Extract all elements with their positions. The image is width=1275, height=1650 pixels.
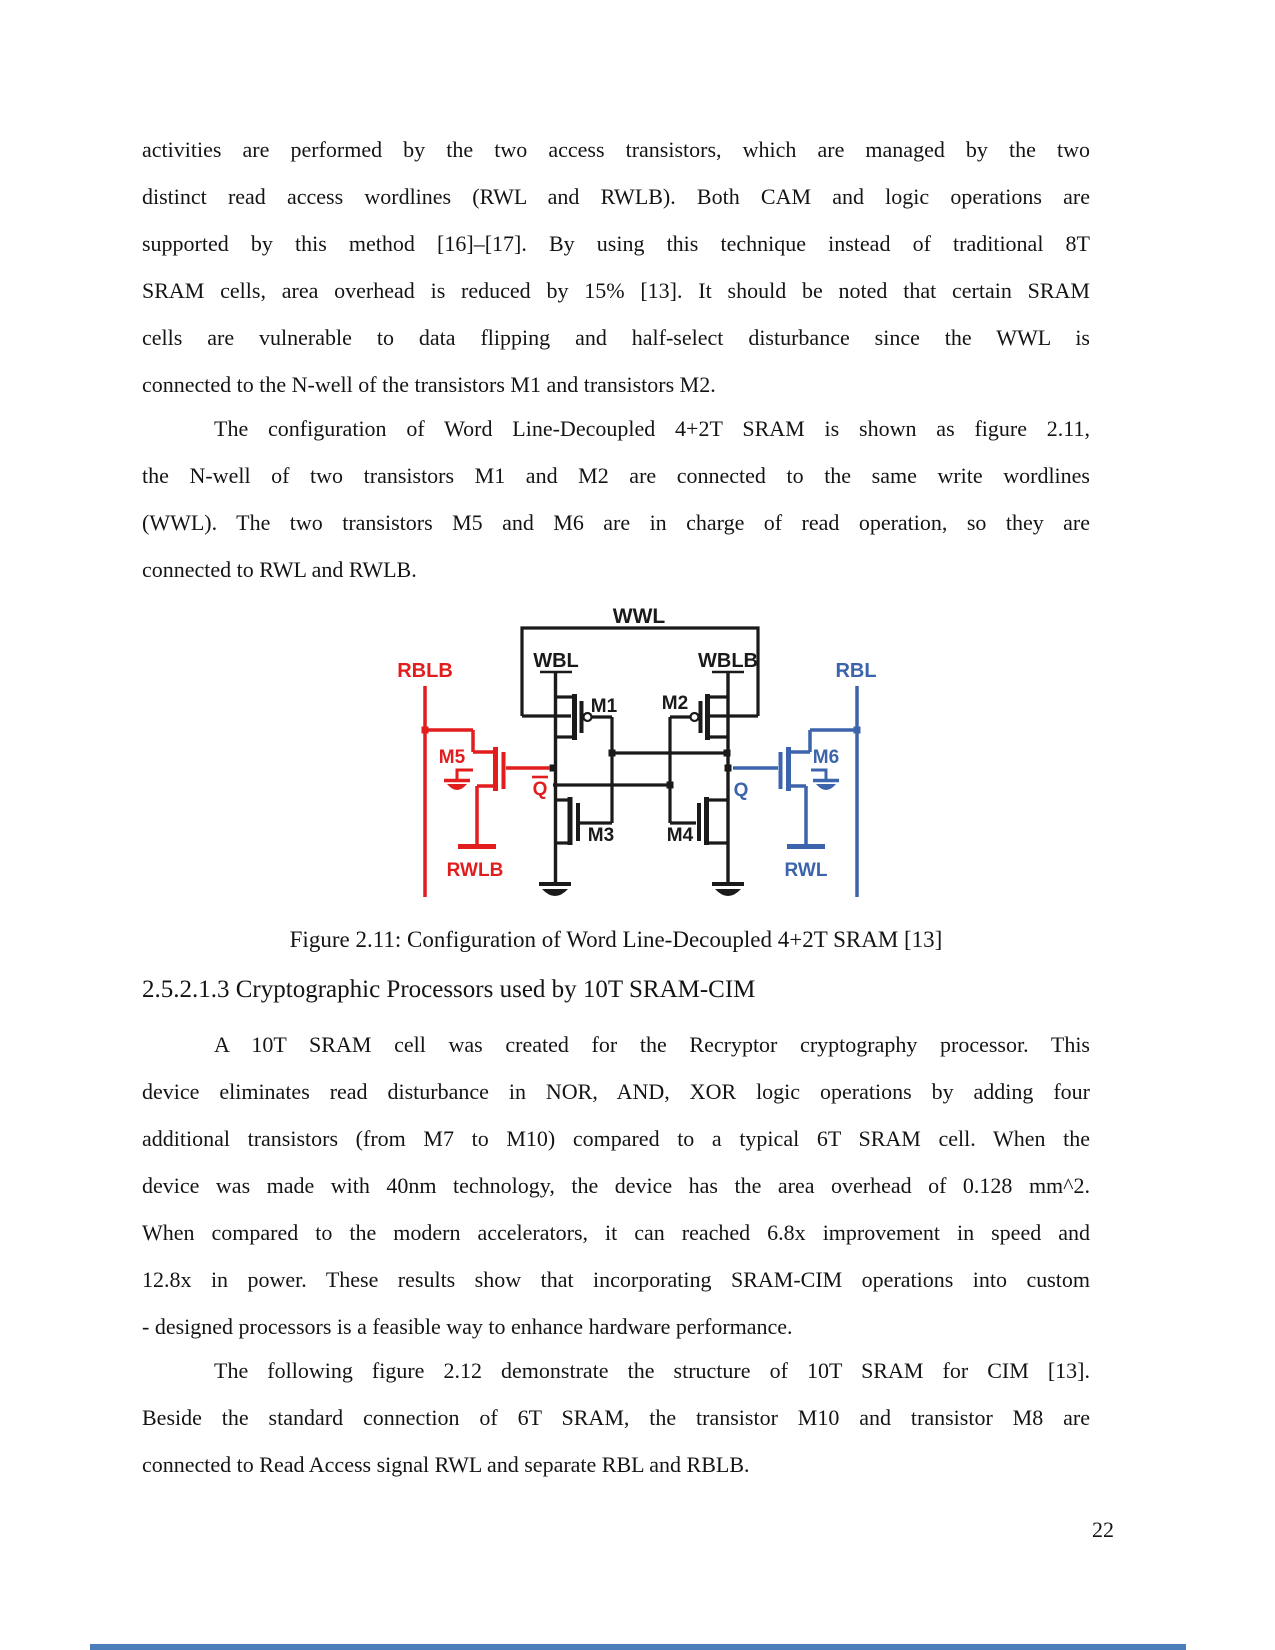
- ground-symbol-right: [712, 884, 744, 896]
- ground-symbol-m6: [816, 784, 836, 790]
- ground-symbol-left: [539, 884, 571, 896]
- sram-circuit-diagram: [380, 575, 880, 905]
- text-line: A 10T SRAM cell was created for the Recryptor cryptography processor. This: [214, 1032, 1090, 1057]
- text-line: device eliminates read disturbance in NOR, AND, XOR logic operations by adding four: [142, 1079, 1090, 1104]
- label-wblb: WBLB: [698, 650, 758, 672]
- paragraph-3: [142, 1021, 1090, 1350]
- text-line: When compared to the modern accelerators, it can reached 6.8x improvement in speed and: [142, 1220, 1090, 1245]
- label-m6: M6: [812, 747, 840, 768]
- label-q-bar: Q: [532, 779, 548, 800]
- bitline-wires: [540, 672, 744, 883]
- text-line: - designed processors is a feasible way to enhance hardware performance.: [142, 1314, 793, 1339]
- ground-symbol-m5: [447, 784, 467, 790]
- text-line: connected to RWL and RWLB.: [142, 557, 417, 582]
- label-rwl: RWL: [784, 860, 828, 881]
- text-line: The configuration of Word Line-Decoupled 4+2T SRAM is shown as figure 2.11,: [214, 416, 1090, 441]
- text-line: (WWL). The two transistors M5 and M6 are in charge of read operation, so they are: [142, 510, 1090, 535]
- label-m4: M4: [666, 825, 694, 846]
- label-wwl: WWL: [612, 605, 666, 628]
- page-number: 22: [1092, 1517, 1114, 1542]
- label-rblb: RBLB: [397, 660, 453, 682]
- text-line: connected to the N-well of the transistors M1 and transistors M2.: [142, 372, 716, 397]
- bottom-blue-rule: [90, 1644, 1186, 1650]
- figure-caption: Figure 2.11: Configuration of Word Line-Decoupled 4+2T SRAM [13]: [289, 927, 943, 952]
- text-line: The following figure 2.12 demonstrate the structure of 10T SRAM for CIM [13].: [214, 1358, 1090, 1383]
- label-rwlb: RWLB: [446, 860, 504, 881]
- text-line: Beside the standard connection of 6T SRAM, the transistor M10 and transistor M8 are: [142, 1405, 1090, 1430]
- junction-dot-rblb: [422, 727, 429, 734]
- text-line: cells are vulnerable to data flipping and half-select disturbance since the WWL is: [142, 325, 1090, 350]
- junction-dots: [550, 750, 732, 789]
- paragraph-2: [142, 405, 1090, 593]
- text-line: supported by this method [16]–[17]. By using this technique instead of traditional 8T: [142, 231, 1090, 256]
- text-line: device was made with 40nm technology, the device has the area overhead of 0.128 mm^2.: [142, 1173, 1090, 1198]
- text-line: additional transistors (from M7 to M10) compared to a typical 6T SRAM cell. When the: [142, 1126, 1090, 1151]
- label-m2: M2: [661, 693, 689, 714]
- label-q: Q: [733, 780, 749, 801]
- text-line: activities are performed by the two access transistors, which are managed by the two: [142, 137, 1090, 162]
- text-line: 12.8x in power. These results show that incorporating SRAM-CIM operations into custom: [142, 1267, 1090, 1292]
- label-wbl: WBL: [533, 650, 579, 672]
- paragraph-4: [142, 1347, 1090, 1488]
- label-m1: M1: [590, 696, 618, 717]
- label-m3: M3: [587, 825, 615, 846]
- text-line: distinct read access wordlines (RWL and RWLB). Both CAM and logic operations are: [142, 184, 1090, 209]
- text-line: SRAM cells, area overhead is reduced by 15% [13]. It should be noted that certain SRAM: [142, 278, 1090, 303]
- junction-dot-rbl: [854, 727, 861, 734]
- text-line: the N-well of two transistors M1 and M2 are connected to the same write wordlines: [142, 463, 1090, 488]
- paragraph-1: [142, 126, 1090, 408]
- text-line: connected to Read Access signal RWL and separate RBL and RBLB.: [142, 1452, 750, 1477]
- label-rbl: RBL: [835, 660, 877, 682]
- section-heading: 2.5.2.1.3 Cryptographic Processors used by 10T SRAM-CIM: [142, 976, 756, 1003]
- label-m5: M5: [438, 747, 466, 768]
